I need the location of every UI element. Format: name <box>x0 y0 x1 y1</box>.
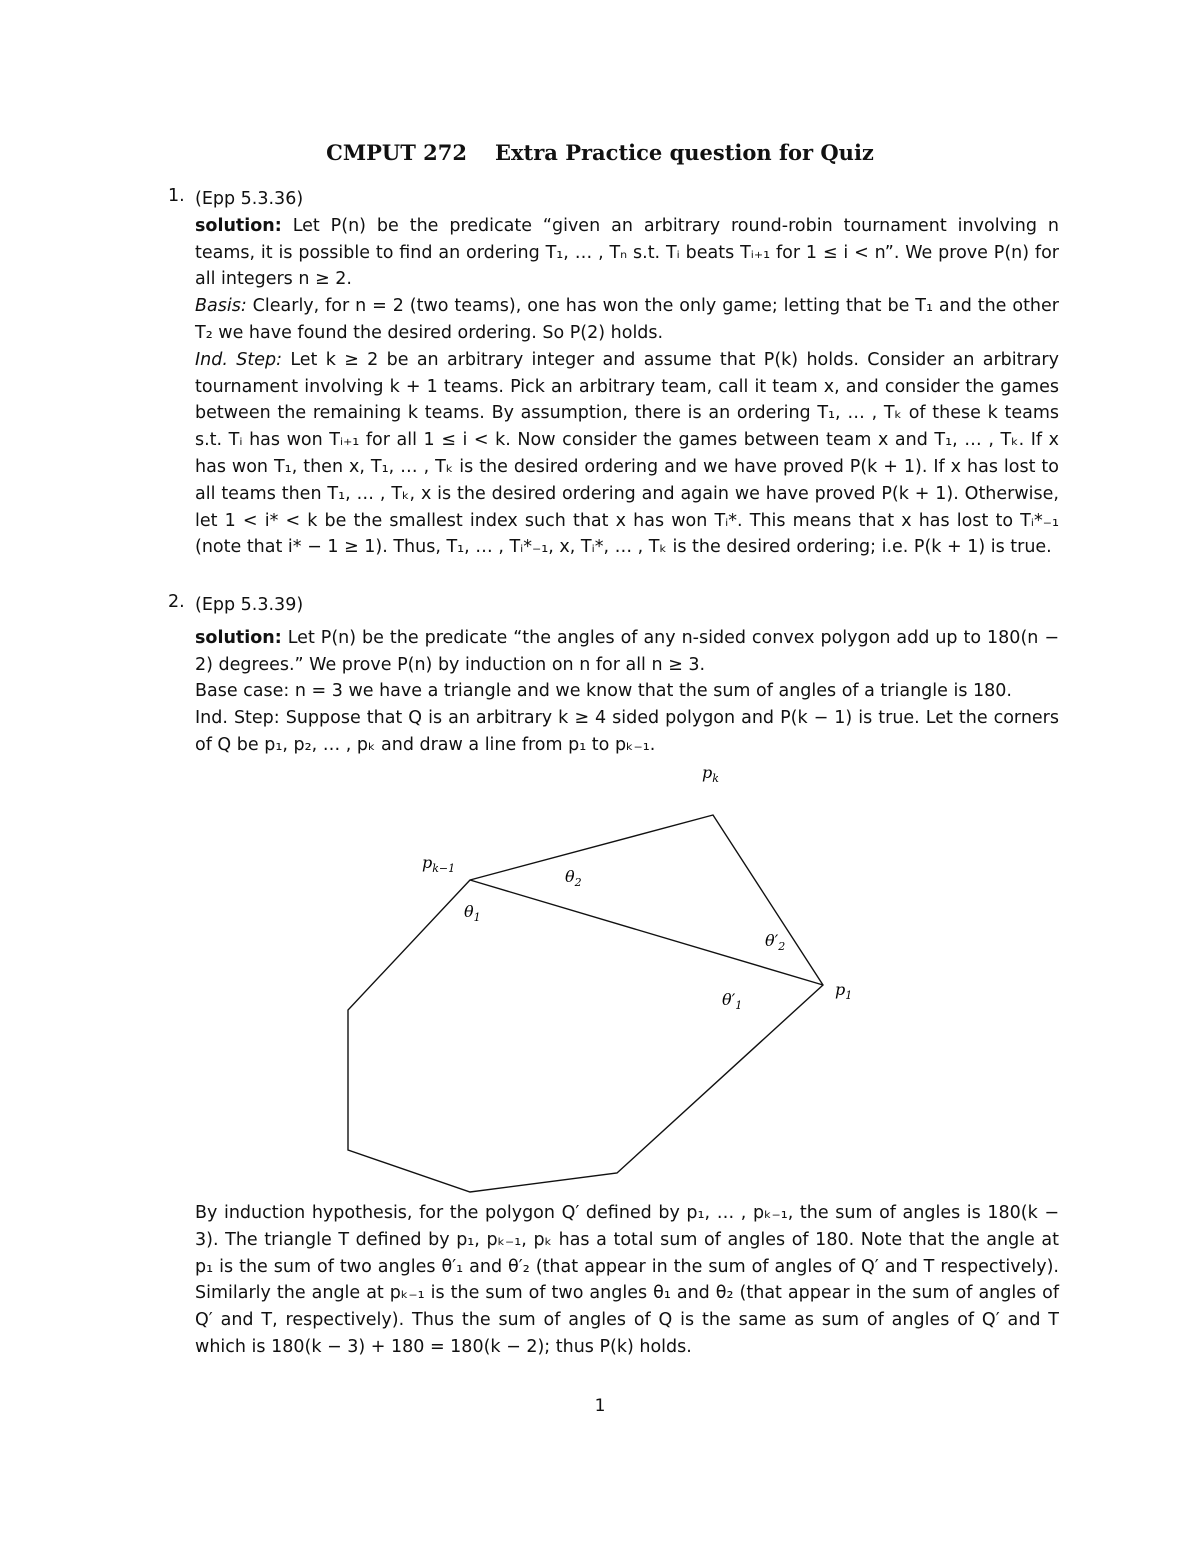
basis-text: Clearly, for n = 2 (two teams), one has won the only game; letting that be T₁ and the other T₂ we have found the desired ordering. So P(2) holds. <box>195 296 1059 343</box>
label-theta-2: $\theta_2$ <box>565 867 582 889</box>
problem-2-source: (Epp 5.3.39) <box>195 595 304 615</box>
polygon-q <box>348 815 823 1192</box>
problem-1-intro-text: Let P(n) be the predicate “given an arbitrary round-robin tournament involving n teams, it is possible to find an ordering T₁, … , Tₙ s.t. Tᵢ beats Tᵢ₊₁ for 1 ≤ i < n”. We prove P(n) for all integers n ≥ 2. <box>195 215 1059 290</box>
page-title <box>0 140 1200 165</box>
solution-label: solution: <box>195 215 282 236</box>
ind-step-label: Ind. Step: <box>195 349 282 370</box>
problem-2-intro-text: Let P(n) be the predicate “the angles of any n-sided convex polygon add up to 180(n − 2) degrees.” We prove P(n) by induction on n for all n ≥ 3. <box>195 627 1059 675</box>
course-code: CMPUT 272 <box>326 140 467 165</box>
label-pk: $p_k$ <box>702 763 719 785</box>
problem-1-intro <box>195 213 1059 293</box>
label-theta-1: $\theta_1$ <box>464 902 481 924</box>
problem-1-number: 1. <box>168 186 185 206</box>
title-heading: Extra Practice question for Quiz <box>494 140 874 165</box>
label-pk-minus-1: $p_{k-1}$ <box>422 853 456 875</box>
label-p1: $p_1$ <box>835 980 853 1002</box>
problem-2-number: 2. <box>168 592 185 612</box>
label-theta-1-prime: $\theta'_1$ <box>722 990 743 1012</box>
problem-1-step <box>195 347 1059 561</box>
problem-2-step: Ind. Step: Suppose that Q is an arbitrary k ≥ 4 sided polygon and P(k − 1) is true. Let the corners of Q be p₁, p₂, … , pₖ and draw a line from p₁ to pₖ₋₁. <box>195 708 1059 755</box>
label-theta-2-prime: $\theta'_2$ <box>765 931 786 953</box>
problem-1-source: (Epp 5.3.36) <box>195 189 304 209</box>
problem-2-intro <box>195 625 1059 679</box>
ind-step-text: Let k ≥ 2 be an arbitrary integer and assume that P(k) holds. Consider an arbitrary tournament involving k + 1 teams. Pick an arbitrary team, call it team x, and consider the games between the remaining k teams. By assumption, there is an ordering T₁, … , Tₖ of these k teams s.t. Tᵢ has won Tᵢ₊₁ for all 1 ≤ i < k. Now consider the games between team x and T₁, … , Tₖ. If x has won T₁, then x, T₁, … , Tₖ is the desired ordering and we have proved P(k + 1). If x has lost to all teams then T₁, … , Tₖ, x is the desired ordering and again we have proved P(k + 1). Otherwise, let 1 < i* < k be the smallest index such that x has won Tᵢ*. This means that x has lost to Tᵢ*₋₁ (note that i* − 1 ≥ 1). Thus, T₁, … , Tᵢ*₋₁, x, Tᵢ*, … , Tₖ is the desired ordering; i.e. P(k + 1) is true. <box>195 349 1059 558</box>
solution-label: solution: <box>195 627 282 648</box>
polygon-figure <box>0 750 1200 1220</box>
basis-label: Basis: <box>195 296 247 317</box>
problem-2-base: Base case: n = 3 we have a triangle and we know that the sum of angles of a triangle is 180. <box>195 681 1012 702</box>
conclusion-text: By induction hypothesis, for the polygon Q′ defined by p₁, … , pₖ₋₁, the sum of angles is 180(k − 3). The triangle T defined by p₁, pₖ₋₁, pₖ has a total sum of angles of 180. Note that the angle at p₁ is the sum of two angles θ′₁ and θ′₂ (that appear in the sum of angles of Q′ and T respectively). Similarly the angle at pₖ₋₁ is the sum of two angles θ₁ and θ₂ (that appear in the sum of angles of Q′ and T, respectively). Thus the sum of angles of Q is the same as sum of angles of Q′ and T which is 180(k − 3) + 180 = 180(k − 2); thus P(k) holds. <box>195 1203 1059 1357</box>
problem-1 <box>195 186 1059 561</box>
problem-1-basis <box>195 293 1059 347</box>
page-number: 1 <box>594 1396 606 1416</box>
problem-2 <box>195 592 1059 759</box>
problem-2-conclusion <box>195 1200 1059 1361</box>
